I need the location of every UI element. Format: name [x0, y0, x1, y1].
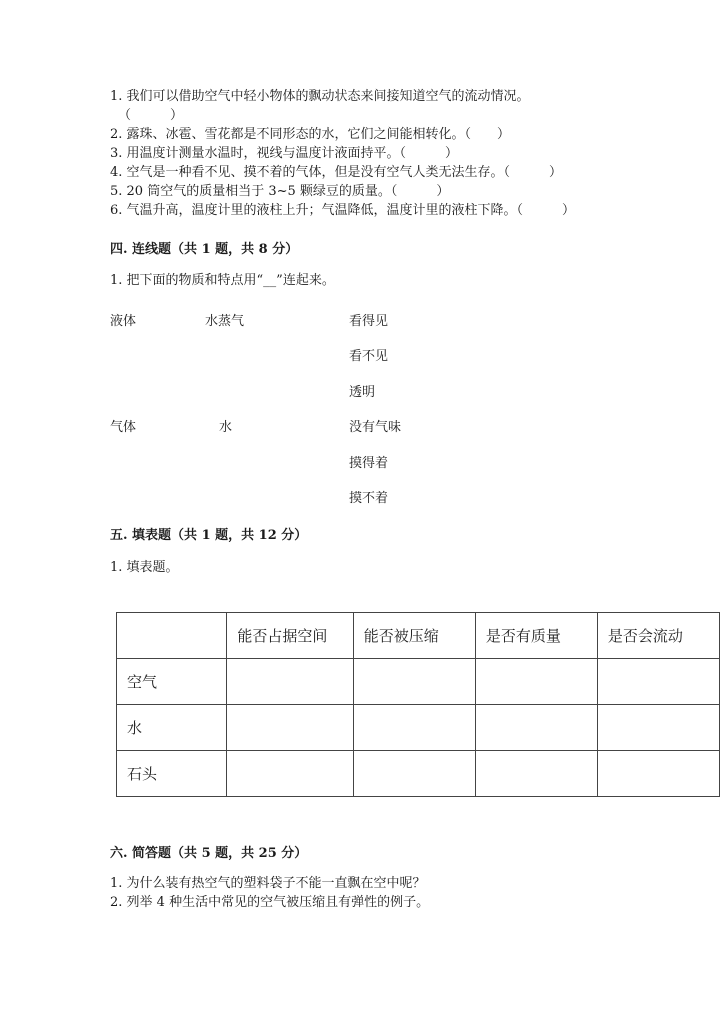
table-cell[interactable]	[597, 705, 719, 751]
judgement-item: 1. 我们可以借助空气中轻小物体的飘动状态来间接知道空气的流动情况。	[110, 89, 530, 104]
judgement-item: 3. 用温度计测量水温时，视线与温度计液面持平。（ ）	[110, 146, 459, 161]
table-cell[interactable]	[353, 751, 475, 797]
table-cell[interactable]	[353, 705, 475, 751]
matching-state-liquid: 液体	[110, 314, 137, 329]
matching-question: 1. 把下面的物质和特点用“__”连起来。	[110, 273, 335, 288]
table-cell[interactable]	[353, 659, 475, 705]
judgement-item: 6. 气温升高，温度计里的液柱上升；气温降低，温度计里的液柱下降。（ ）	[110, 203, 576, 218]
table-corner-cell	[117, 613, 227, 659]
matching-feature: 摸得着	[349, 456, 389, 471]
matching-feature: 看得见	[349, 314, 389, 329]
table-row-label: 石头	[117, 751, 227, 797]
table-cell[interactable]	[227, 659, 353, 705]
judgement-item: 4. 空气是一种看不见、摸不着的气体，但是没有空气人类无法生存。（ ）	[110, 165, 563, 180]
table-question: 1. 填表题。	[110, 560, 179, 575]
matching-feature: 透明	[349, 385, 376, 400]
table-cell[interactable]	[597, 659, 719, 705]
matching-state-gas: 气体	[110, 420, 137, 435]
table-row-label: 空气	[117, 659, 227, 705]
fill-table	[116, 612, 720, 797]
judgement-item: 2. 露珠、冰雹、雪花都是不同形态的水，它们之间能相转化。（ ）	[110, 127, 511, 142]
table-cell[interactable]	[475, 751, 597, 797]
table-header-cell: 是否会流动	[597, 613, 719, 659]
matching-substance-vapor: 水蒸气	[205, 314, 245, 329]
table-header-row	[117, 613, 720, 659]
matching-feature: 没有气味	[349, 420, 402, 435]
table-row	[117, 751, 720, 797]
table-header-cell: 是否有质量	[475, 613, 597, 659]
table-cell[interactable]	[227, 705, 353, 751]
matching-feature: 看不见	[349, 349, 389, 364]
short-answer-item: 1. 为什么装有热空气的塑料袋子不能一直飘在空中呢？	[110, 876, 426, 891]
table-header-cell: 能否占据空间	[227, 613, 353, 659]
table-cell[interactable]	[597, 751, 719, 797]
table-cell[interactable]	[475, 659, 597, 705]
section-heading-matching: 四. 连线题（共 1 题，共 8 分）	[110, 242, 299, 257]
answer-bracket: （ ）	[118, 108, 184, 123]
table-row-label: 水	[117, 705, 227, 751]
section-heading-table: 五. 填表题（共 1 题，共 12 分）	[110, 528, 308, 543]
table-cell[interactable]	[227, 751, 353, 797]
table-header-cell: 能否被压缩	[353, 613, 475, 659]
matching-feature: 摸不着	[349, 491, 389, 506]
judgement-item: 5. 20 筒空气的质量相当于 3~5 颗绿豆的质量。（ ）	[110, 184, 450, 199]
section-heading-short-answer: 六. 简答题（共 5 题，共 25 分）	[110, 846, 308, 861]
matching-substance-water: 水	[219, 420, 233, 435]
table-row	[117, 659, 720, 705]
table-cell[interactable]	[475, 705, 597, 751]
table-row	[117, 705, 720, 751]
short-answer-item: 2. 列举 4 种生活中常见的空气被压缩且有弹性的例子。	[110, 895, 430, 910]
